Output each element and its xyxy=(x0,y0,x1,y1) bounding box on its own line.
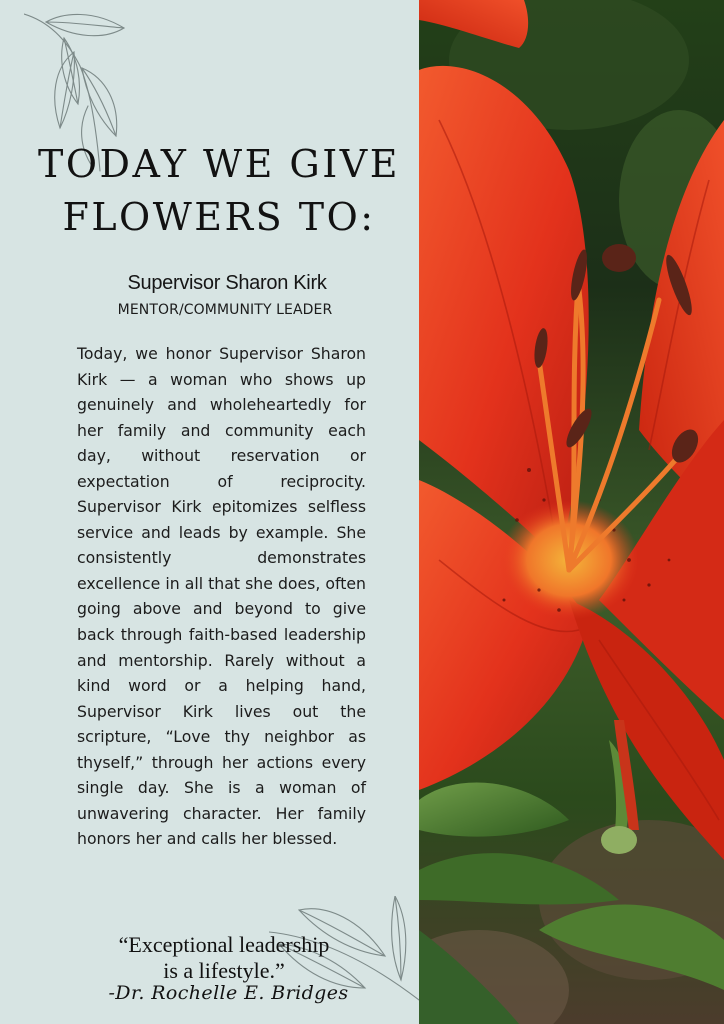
quote-line-1: “Exceptional leadership xyxy=(118,932,330,957)
honoree-name: Supervisor Sharon Kirk xyxy=(127,272,327,294)
tribute-paragraph: Today, we honor Supervisor Sharon Kirk — a woman who shows up genuinely and wholeheartedly for her family and community each day, without reservation or expectation of reciprocity. Supervisor Kirk epitomizes selfless service and leads by example. She consistently demonstrates excellence in all that she does, often going above and beyond to give back through faith-based leadership and mentorship. Rarely without a kind word or a helping hand, Supervisor Kirk lives out the scripture, “Love thy neighbor as thyself,” through her actions every single day. She is a woman of unwavering character. Her family honors her and calls her blessed. xyxy=(77,344,366,849)
page-heading-line-2: FLOWERS TO: xyxy=(62,195,376,239)
lily-photo-panel xyxy=(419,0,724,1024)
honoree-title: MENTOR/COMMUNITY LEADER xyxy=(117,302,333,318)
quote-line-2: is a lifestyle.” xyxy=(163,958,285,983)
page-heading-line-1: TODAY WE GIVE xyxy=(38,142,400,186)
red-lily-flower-icon xyxy=(419,0,724,1024)
quote-signature: -Dr. Rochelle E. Bridges xyxy=(108,982,349,1004)
